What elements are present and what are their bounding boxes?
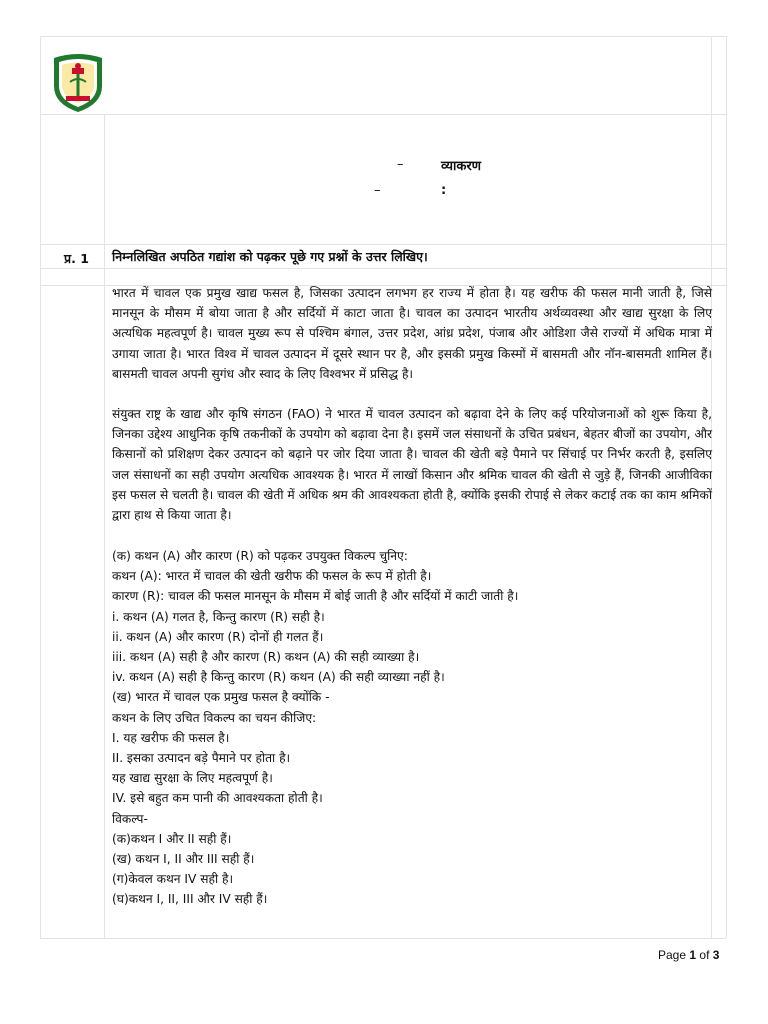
- subject-title: व्याकरण: [441, 159, 482, 174]
- table-column-divider: [104, 114, 105, 938]
- statement-line: I. यह खरीफ की फसल है।: [112, 730, 230, 745]
- option-line: ii. कथन (A) और कारण (R) दोनों ही गलत हैं।: [112, 629, 324, 644]
- option-line: (ख) कथन I, II और III सही हैं।: [112, 852, 255, 867]
- statement-line: II. इसका उत्पादन बड़े पैमाने पर होता है।: [112, 751, 291, 766]
- table-border-left: [40, 36, 41, 938]
- page-word: Page: [658, 948, 687, 962]
- sub-question-line: (क) कथन (A) और कारण (R) को पढ़कर उपयुक्त विकल्प चुनिए:: [112, 549, 408, 563]
- question-number: प्र. 1: [64, 251, 89, 266]
- option-line: iv. कथन (A) सही है किन्तु कारण (R) कथन (A) की सही व्याख्या नहीं है।: [112, 670, 445, 685]
- table-row-divider: [40, 114, 726, 115]
- table-border-bottom: [40, 938, 726, 939]
- option-line: iii. कथन (A) सही है और कारण (R) कथन (A) की सही व्याख्या है।: [112, 650, 420, 665]
- option-line: (घ)कथन I, II, III और IV सही हैं।: [112, 892, 268, 907]
- table-border-right: [726, 36, 727, 938]
- sub-questions: [112, 546, 712, 910]
- option-line: i. कथन (A) गलत है, किन्तु कारण (R) सही है।: [112, 609, 325, 624]
- option-line: (क)कथन I और II सही हैं।: [112, 831, 232, 846]
- table-border-top: [40, 36, 726, 37]
- statement-line: IV. इसे बहुत कम पानी की आवश्यकता होती है।: [112, 791, 323, 806]
- table-row-divider: [40, 244, 726, 245]
- header-colon: :: [441, 183, 447, 198]
- of-word: of: [699, 948, 710, 962]
- header-dash: –: [397, 157, 404, 172]
- options-heading: विकल्प-: [112, 811, 148, 826]
- question-instruction: निम्नलिखित अपठित गद्यांश को पढ़कर पूछे गए प्रश्नों के उत्तर लिखिए।: [112, 249, 428, 264]
- page-number: [658, 948, 719, 962]
- header-dash: –: [374, 183, 381, 198]
- sub-question-line: (ख) भारत में चावल एक प्रमुख फसल है क्योंकि -: [112, 690, 330, 705]
- sub-question-line: कारण (R): चावल की फसल मानसून के मौसम में बोई जाती है और सर्दियों में काटी जाती है।: [112, 589, 519, 604]
- page-total: 3: [712, 948, 720, 962]
- statement-line: यह खाद्य सुरक्षा के लिए महत्वपूर्ण है।: [112, 771, 273, 786]
- sub-question-line: कथन (A): भारत में चावल की खेती खरीफ की फसल के रूप में होती है।: [112, 569, 432, 584]
- sub-question-line: कथन के लिए उचित विकल्प का चयन कीजिए:: [112, 710, 317, 725]
- school-logo: [50, 52, 106, 114]
- passage-paragraph-2: संयुक्त राष्ट्र के खाद्य और कृषि संगठन (FAO) ने भारत में चावल उत्पादन को बढ़ावा देने के लिए कई परियोजनाओं को शुरू किया है, जिनका उद्देश्य आधुनिक कृषि तकनीकों के उपयोग को बढ़ावा देना है। इसमें जल संसाधनों के उचित प्रबंधन, बेहतर बीजों का उपयोग, और किसानों को प्रशिक्षण देकर उत्पादन को बढ़ाने पर जोर दिया जाता है। चावल की खेती बड़े पैमाने पर सिंचाई पर निर्भर करती है, इसलिए जल संसाधनों का सही उपयोग अत्यधिक आवश्यक है। भारत में लाखों किसान और श्रमिक चावल की खेती से जुड़े हैं, जिनकी आजीविका इस फसल से चलती है। चावल की खेती में अधिक श्रम की आवश्यकता होती है, क्योंकि इसकी रोपाई से लेकर कटाई तक का काम श्रमिकों द्वारा हाथ से किया जाता है।: [112, 407, 712, 523]
- option-line: (ग)केवल कथन IV सही है।: [112, 872, 234, 887]
- table-row-divider: [40, 268, 726, 269]
- page-current: 1: [689, 948, 697, 962]
- passage-paragraph-1: भारत में चावल एक प्रमुख खाद्य फसल है, जिसका उत्पादन लगभग हर राज्य में होता है। यह खरीफ की फसल मानी जाती है, जिसे मानसून के मौसम में बोया जाता है और सर्दियों में काटा जाता है। चावल का उत्पादन भारतीय अर्थव्यवस्था और खाद्य सुरक्षा के लिए अत्यधिक महत्वपूर्ण है। चावल मुख्य रूप से पश्चिम बंगाल, उत्तर प्रदेश, आंध्र प्रदेश, पंजाब और ओडिशा जैसे राज्यों में अधिक मात्रा में उगाया जाता है। भारत विश्व में चावल उत्पादन में दूसरे स्थान पर है, और इसकी प्रमुख किस्मों में बासमती और नॉन-बासमती शामिल हैं। बासमती चावल अपनी सुगंध और स्वाद के लिए विश्वभर में प्रसिद्ध है।: [112, 286, 712, 381]
